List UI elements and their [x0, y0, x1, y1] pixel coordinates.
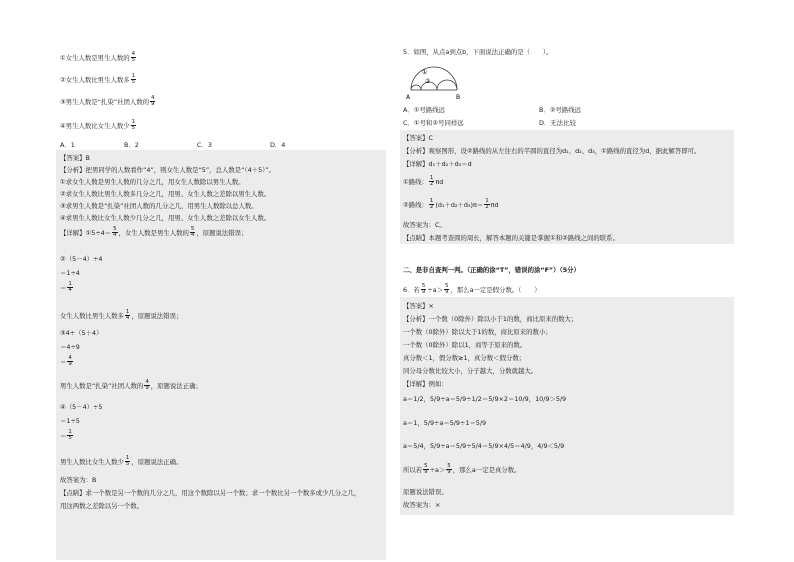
denominator: 2	[429, 181, 434, 188]
calc-text: ②路线：	[403, 200, 428, 209]
question-text: ，那么a一定是假分数。（ ）	[450, 285, 541, 294]
final-answer: 故答案为：C。	[403, 221, 446, 229]
analysis-line: ②求女生人数比男生人数多几分之几，用男、女生人数之差除以男生人数。	[60, 190, 271, 198]
small-arc-1	[411, 85, 421, 90]
detail-text: ，女生人数是男生人数的	[118, 228, 189, 237]
tip-line: 用这两数之差除以另一个数。	[60, 502, 144, 510]
solution-panel	[56, 150, 386, 560]
conclusion-text: 男生人数比女生人数少	[60, 457, 124, 466]
analysis-line: 【分析】一个数（0除外）除以小于1的数，商比原来的数大；	[403, 315, 578, 323]
conclusion-line	[60, 380, 202, 392]
question-text: ÷a＞	[427, 285, 443, 294]
judgement-line: 原题说法错误。	[403, 488, 448, 496]
option-a: A．1	[60, 141, 75, 149]
fraction	[190, 227, 195, 239]
numerator: 1	[131, 73, 136, 79]
detail-line: 【详解】d₁＋d₂＋d₃＝d	[403, 160, 472, 168]
denominator: 9	[444, 289, 449, 296]
answer-label: 【答案】C	[403, 134, 434, 142]
answer-label: 【答案】B	[60, 154, 90, 162]
numerator: 1	[131, 119, 136, 125]
denominator: 5	[131, 125, 136, 132]
conclusion-text: ，原题说法错误；	[131, 311, 183, 320]
conclusion-line	[60, 456, 182, 468]
fraction	[125, 310, 130, 322]
denominator: 9	[68, 361, 72, 368]
fraction	[67, 356, 72, 368]
arc-route-diagram	[405, 60, 465, 100]
section-heading: 二、是非自查判一判。（正确的涂“T”，错误的涂“F”）（5分）	[403, 266, 580, 274]
choice-4	[60, 120, 137, 132]
fraction	[125, 456, 130, 468]
calc-text: ①路线：	[403, 177, 428, 186]
fraction	[131, 74, 136, 86]
option-d: D．4	[270, 141, 286, 149]
option-d: D．无法比较	[539, 119, 576, 127]
calc-result	[60, 282, 74, 294]
analysis-line: 一个数（0除外）除以1，商等于原来的数。	[403, 341, 527, 349]
calc-text: πd	[490, 200, 499, 209]
conclusion-text: 男生人数是“扎染”社团人数的	[60, 381, 144, 390]
denominator: 2	[485, 204, 489, 211]
denominator: 5	[125, 461, 130, 468]
denominator: 5	[68, 435, 72, 442]
calc-line: ②（5－4）÷4	[60, 255, 103, 263]
numerator: 5	[447, 463, 451, 469]
denominator: 4	[113, 232, 117, 239]
fraction	[429, 199, 434, 211]
q5-options-row-2	[403, 120, 576, 126]
choice-text: ③男生人数是“扎染”社团人数的	[60, 97, 150, 106]
fraction	[131, 120, 136, 132]
answer-label: 【答案】×	[403, 302, 434, 310]
option-c: C．①号和②号同样远	[403, 119, 464, 127]
numerator: 5	[424, 463, 428, 469]
equals: ＝	[60, 283, 67, 292]
conclusion-line	[60, 310, 182, 322]
numerator: 5	[190, 226, 195, 232]
question-6	[403, 284, 541, 296]
example-line: a＝1/2，5/9÷a＝5/9÷1/2＝5/9×2＝10/9，10/9＞5/9	[403, 395, 567, 403]
choice-text: ②女生人数比男生人数多	[60, 75, 130, 84]
numerator: 5	[113, 226, 117, 232]
numerator: 4	[131, 51, 136, 57]
detail-text: ，原题说法错误；	[196, 228, 248, 237]
equals: ＝	[60, 357, 67, 366]
analysis-line: 【分析】观察图形，设②路线的从左往右的半圆的直径为d₁、d₂、d₃，①路线的直径为d，据此解答即可。	[403, 147, 701, 155]
numerator: 5	[444, 283, 449, 289]
denominator: 2	[429, 204, 434, 211]
calc-result	[60, 356, 74, 368]
final-answer: 故答案为：B	[60, 476, 97, 484]
choice-3	[60, 96, 156, 108]
analysis-line: 同分母分数比较大小，分子越大，分数就越大。	[403, 367, 538, 375]
option-b: B．2	[124, 141, 139, 149]
analysis-line: ③求男生人数是“扎染”社团人数的几分之几，用男生人数除以总人数。	[60, 202, 258, 210]
fraction	[131, 52, 136, 64]
detail-line: 【详解】例如：	[403, 380, 448, 388]
calc-line: ＝1÷5	[60, 417, 80, 425]
detail-text: 【详解】①5÷4＝	[60, 228, 112, 237]
numerator: 4	[151, 95, 155, 101]
numerator: 1	[125, 309, 130, 315]
detail-line	[60, 227, 247, 239]
calc-text: πd	[435, 177, 444, 186]
fraction	[446, 464, 451, 476]
denominator: 9	[424, 469, 428, 476]
calc-line: ③4÷（5＋4）	[60, 329, 103, 337]
example-line: a＝5/4，5/9÷a＝5/9÷5/4＝5/9×4/5＝4/9，4/9＜5/9	[403, 442, 565, 450]
calc-result	[60, 430, 74, 442]
calc-line: ＝4÷9	[60, 343, 80, 351]
numerator: 5	[421, 283, 426, 289]
option-c: C．3	[197, 141, 212, 149]
calc-line: ④（5－4）÷5	[60, 403, 103, 411]
conclusion-text: ，原题说法正确。	[131, 457, 183, 466]
denominator: 9	[447, 469, 451, 476]
route-1-calc	[403, 176, 443, 188]
numerator: 1	[485, 198, 489, 204]
question-5: 5．如图，从点a到点b，下面说法正确的是（ ）。	[403, 48, 553, 56]
fraction	[112, 227, 117, 239]
calc-text: (d₁＋d₂＋d₃)π＝	[435, 200, 484, 209]
numerator: 1	[68, 281, 72, 287]
denominator: 4	[68, 287, 72, 294]
route-1-label: ①	[422, 69, 428, 76]
fraction	[150, 96, 155, 108]
choice-text: ①女生人数是男生人数的	[60, 53, 130, 62]
fraction	[444, 284, 449, 296]
numerator: 4	[145, 379, 149, 385]
denominator: 9	[421, 289, 426, 296]
fraction	[144, 380, 149, 392]
q5-options-row-1	[403, 107, 581, 113]
numerator: 1	[429, 175, 434, 181]
conclusion-line	[403, 464, 521, 476]
fraction	[67, 430, 72, 442]
option-a: A．①号路线远	[403, 106, 446, 114]
conclusion-text: 所以若	[403, 465, 423, 474]
denominator: 4	[190, 232, 195, 239]
denominator: 5	[131, 79, 136, 86]
point-a-label: A	[406, 94, 411, 100]
analysis-line: 【分析】把男同学的人数看作“4”，则女生人数是“5”，总人数是“（4＋5）”。	[60, 166, 276, 174]
denominator: 9	[145, 385, 149, 392]
point-b-label: B	[456, 94, 461, 100]
numerator: 1	[68, 429, 72, 435]
fraction	[421, 284, 426, 296]
tip-line: 【点睛】求一个数是另一个数的几分之几，用这个数除以另一个数；求一个数比另一个数多或少几分之几，	[60, 489, 361, 497]
numerator: 4	[68, 355, 72, 361]
analysis-line: 一个数（0除外）除以大于1的数，商比原来的数小；	[403, 328, 552, 336]
choice-1	[60, 52, 137, 64]
conclusion-text: ，那么a一定是真分数。	[452, 465, 521, 474]
denominator: 5	[131, 57, 136, 64]
big-arc	[411, 67, 457, 90]
tip-line: 【点睛】本题考查圆的周长，解答本题的关键是掌握①和②路线之间的联系。	[403, 234, 619, 242]
conclusion-text: ，原题说法正确；	[150, 381, 202, 390]
analysis-line: ④求男生人数比女生人数少几分之几，用男、女生人数之差除以女生人数。	[60, 214, 271, 222]
choice-2	[60, 74, 137, 86]
fraction	[429, 176, 434, 188]
fraction	[423, 464, 428, 476]
small-arc-3	[437, 80, 457, 90]
fraction	[67, 282, 72, 294]
equals: ＝	[60, 431, 67, 440]
calc-line: ＝1÷4	[60, 269, 80, 277]
numerator: 1	[429, 198, 434, 204]
fraction	[484, 199, 489, 211]
analysis-line: 真分数＜1，假分数≥1，真分数＜假分数；	[403, 354, 526, 362]
denominator: 9	[151, 101, 155, 108]
conclusion-text: 女生人数比男生人数多	[60, 311, 124, 320]
final-answer: 故答案为：×	[403, 501, 441, 509]
example-line: a＝1，5/9÷a＝5/9÷1＝5/9	[403, 419, 487, 427]
conclusion-text: ÷a＞	[429, 465, 446, 474]
numerator: 1	[125, 455, 130, 461]
option-b: B．②号路线远	[539, 106, 582, 114]
options-row	[60, 142, 285, 148]
question-text: 6．若	[403, 285, 420, 294]
analysis-line: ①求女生人数是男生人数的几分之几，用女生人数除以男生人数。	[60, 178, 245, 186]
route-2-label: ②	[425, 78, 431, 85]
choice-text: ④男生人数比女生人数少	[60, 121, 130, 130]
denominator: 4	[125, 315, 130, 322]
route-2-calc	[403, 199, 499, 211]
